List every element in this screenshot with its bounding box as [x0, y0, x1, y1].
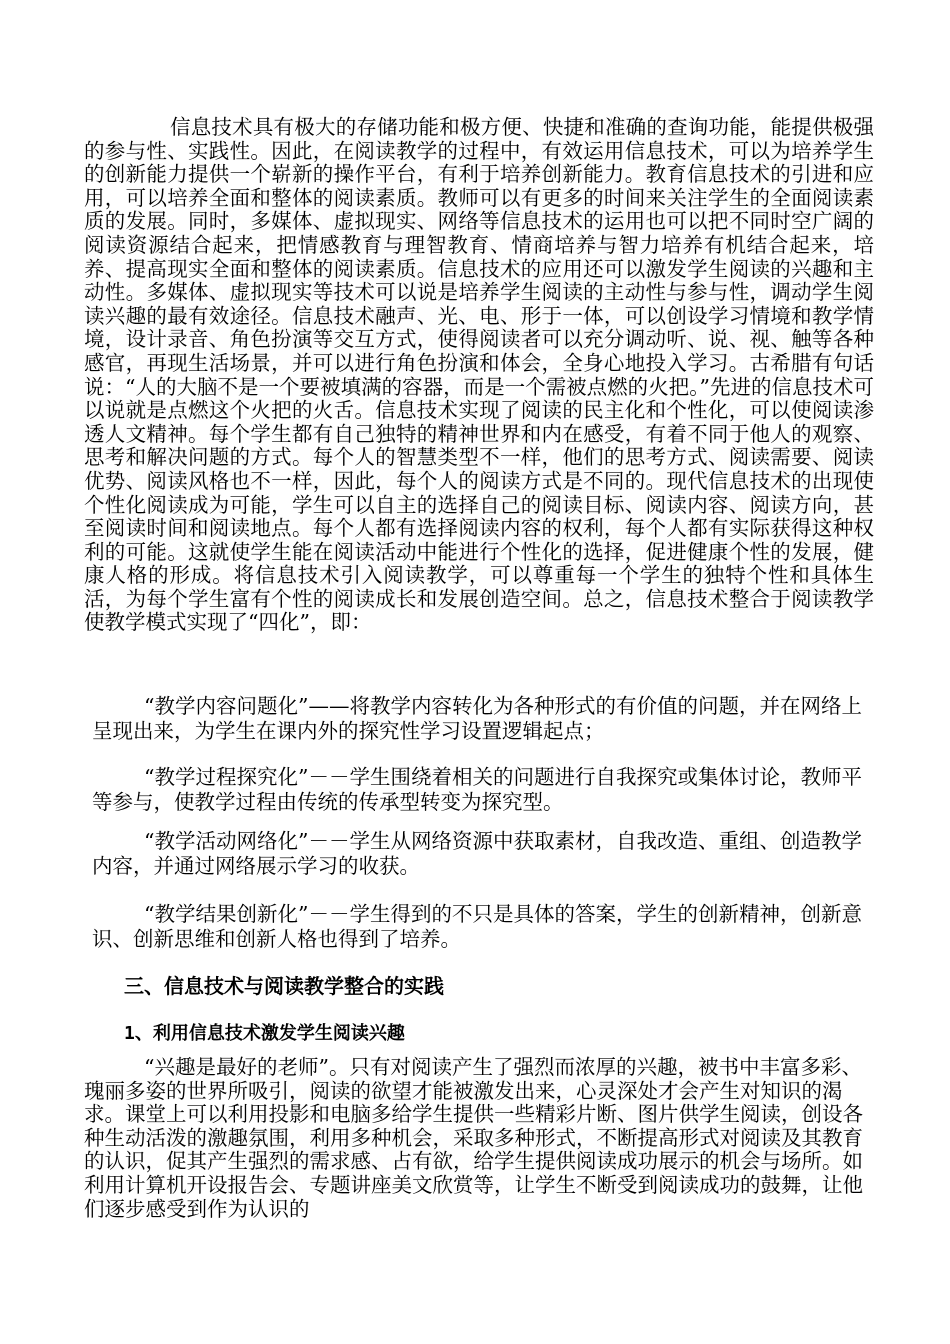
list-item-content-problem: “教学内容问题化”——将教学内容转化为各种形式的有价值的问题，并在网络上呈现出来，为学生在课内外的探究性学习设置逻辑起点； — [92, 694, 862, 743]
subsection-heading: 1、利用信息技术激发学生阅读兴趣 — [124, 1023, 405, 1044]
section-heading: 三、信息技术与阅读教学整合的实践 — [124, 974, 444, 998]
list-item-result-innovation: “教学结果创新化”－－学生得到的不只是具体的答案，学生的创新精神，创新意识、创新思维和创新人格也得到了培养。 — [92, 902, 862, 951]
list-item-activity-network: “教学活动网络化”－－学生从网络资源中获取素材，自我改造、重组、创造教学内容，并通过网络展示学习的收获。 — [92, 829, 862, 878]
list-item-process-inquiry: “教学过程探究化”－－学生围绕着相关的问题进行自我探究或集体讨论，教师平等参与，使教学过程由传统的传承型转变为探究型。 — [92, 765, 862, 814]
body-paragraph-main: 信息技术具有极大的存储功能和极方便、快捷和准确的查询功能，能提供极强的参与性、实践性。因此，在阅读教学的过程中，有效运用信息技术，可以为培养学生的创新能力提供一个崭新的操作平台，有利于培养创新能力。教育信息技术的引进和应用，可以培养全面和整体的阅读素质。教师可以有更多的时间来关注学生的全面阅读素质的发展。同时，多媒体、虚拟现实、网络等信息技术的运用也可以把不同时空广阔的阅读资源结合起来，把情感教育与理智教育、情商培养与智力培养有机结合起来，培养、提高现实全面和整体的阅读素质。信息技术的应用还可以激发学生阅读的兴趣和主动性。多媒体、虚拟现实等技术可以说是培养学生阅读的主动性与参与性，调动学生阅读兴趣的最有效途径。信息技术融声、光、电、形于一体，可以创设学习情境和教学情境，设计录音、角色扮演等交互方式，使得阅读者可以充分调动听、说、视、触等各种感官，再现生活场景，并可以进行角色扮演和体会，全身心地投入学习。古希腊有句话说：“人的大脑不是一个要被填满的容器，而是一个需被点燃的火把。”先进的信息技术可以说就是点燃这个火把的火舌。信息技术实现了阅读的民主化和个性化，可以使阅读渗透人文精神。每个学生都有自己独特的精神世界和内在感受，有着不同于他人的观察、思考和解决问题的方式。每个人的智慧类型不一样，他们的思考方式、阅读需要、阅读优势、阅读风格也不一样，因此，每个人的阅读方式是不同的。现代信息技术的出现使个性化阅读成为可能，学生可以自主的选择自己的阅读目标、阅读内容、阅读方向，甚至阅读时间和阅读地点。每个人都有选择阅读内容的权利，每个人都有实际获得这种权利的可能。这就使学生能在阅读活动中能进行个性化的选择，促进健康个性的发展，健康人格的形成。将信息技术引入阅读教学，可以尊重每一个学生的独特个性和具体生活，为每个学生富有个性的阅读成长和发展创造空间。总之，信息技术整合于阅读教学使教学模式实现了“四化”，即： — [84, 115, 874, 635]
body-paragraph-interest: “兴趣是最好的老师”。只有对阅读产生了强烈而浓厚的兴趣，被书中丰富多彩、瑰丽多姿的世界所吸引，阅读的欲望才能被激发出来，心灵深处才会产生对知识的渴求。课堂上可以利用投影和电脑多给学生提供一些精彩片断、图片供学生阅读，创设各种生动活泼的激趣氛围，利用多种机会，采取多种形式，不断提高形式对阅读及其教育的认识，促其产生强烈的需求感、占有欲，给学生提供阅读成功展示的机会与场所。如利用计算机开设报告会、专题讲座美文欣赏等，让学生不断受到阅读成功的鼓舞，让他们逐步感受到作为认识的 — [84, 1055, 863, 1221]
